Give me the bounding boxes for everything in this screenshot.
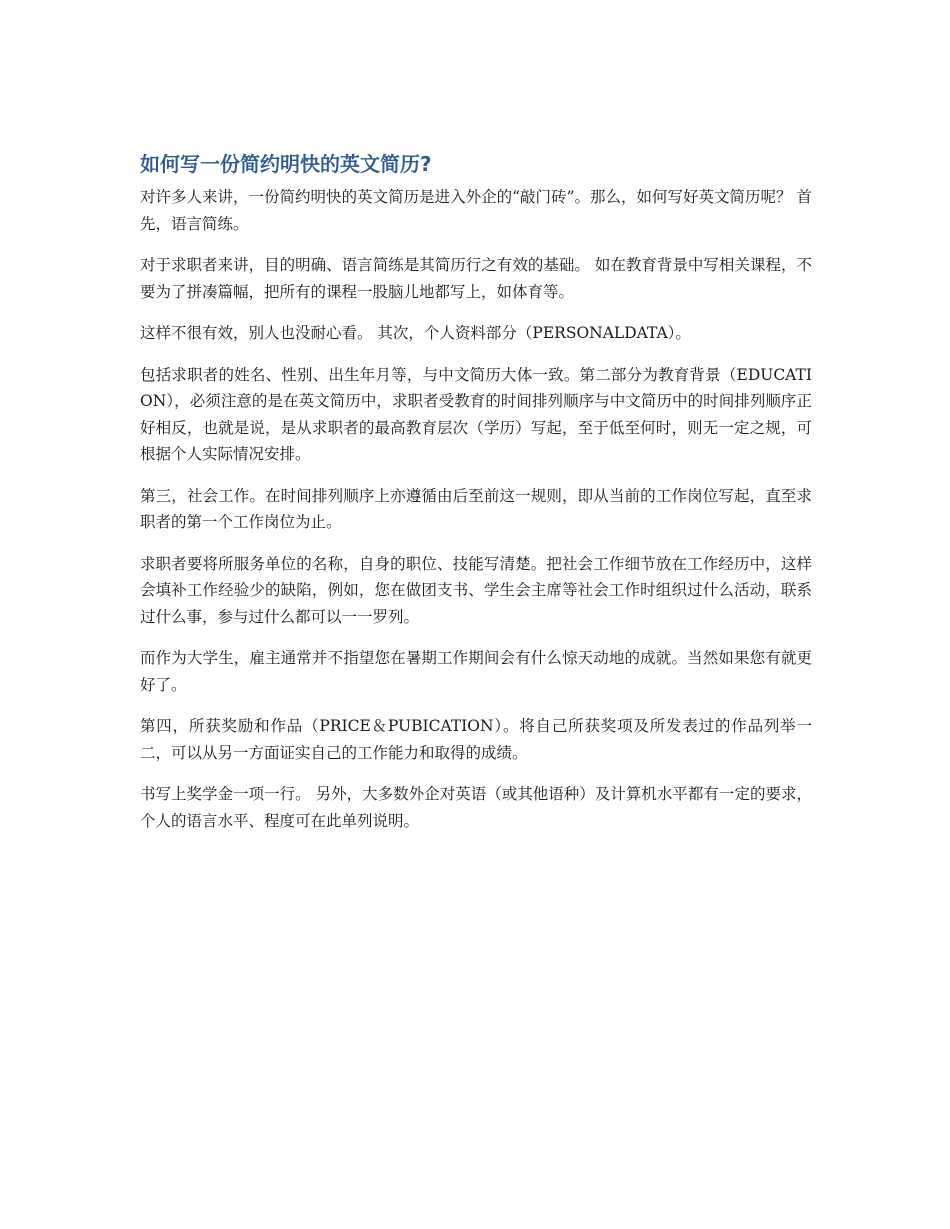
paragraph: 书写上奖学金一项一行。 另外，大多数外企对英语（或其他语种）及计算机水平都有一定的要求，个人的语言水平、程度可在此单列说明。 xyxy=(140,785,812,830)
paragraph: 而作为大学生，雇主通常并不指望您在暑期工作期间会有什么惊天动地的成就。当然如果您有就更好了。 xyxy=(140,649,812,694)
paragraph: 第四，所获奖励和作品（PRICE＆PUBICATION）。将自己所获奖项及所发表过的作品列举一二，可以从另一方面证实自己的工作能力和取得的成绩。 xyxy=(140,717,812,762)
paragraph: 这样不很有效，别人也没耐心看。 其次，个人资料部分（PERSONALDATA）。 xyxy=(140,324,691,342)
document-page xyxy=(140,148,812,849)
paragraph: 对许多人来讲，一份简约明快的英文简历是进入外企的“敲门砖”。那么，如何写好英文简历呢？ 首先，语言简练。 xyxy=(140,188,812,233)
paragraph: 第三，社会工作。在时间排列顺序上亦遵循由后至前这一规则，即从当前的工作岗位写起，直至求职者的第一个工作岗位为止。 xyxy=(140,486,812,531)
paragraph: 包括求职者的姓名、性别、出生年月等，与中文简历大体一致。第二部分为教育背景（EDUCATION），必须注意的是在英文简历中，求职者受教育的时间排列顺序与中文简历中的时间排列顺序正好相反，也就是说，是从求职者的最高教育层次（学历）写起，至于低至何时，则无一定之规，可根据个人实际情况安排。 xyxy=(140,365,812,463)
paragraph: 求职者要将所服务单位的名称，自身的职位、技能写清楚。把社会工作细节放在工作经历中，这样会填补工作经验少的缺陷，例如，您在做团支书、学生会主席等社会工作时组织过什么活动，联系过什么事，参与过什么都可以一一罗列。 xyxy=(140,554,812,626)
paragraph: 对于求职者来讲，目的明确、语言简练是其简历行之有效的基础。 如在教育背景中写相关课程，不要为了拼凑篇幅，把所有的课程一股脑儿地都写上，如体育等。 xyxy=(140,256,812,301)
document-title: 如何写一份简约明快的英文简历? xyxy=(140,152,432,176)
